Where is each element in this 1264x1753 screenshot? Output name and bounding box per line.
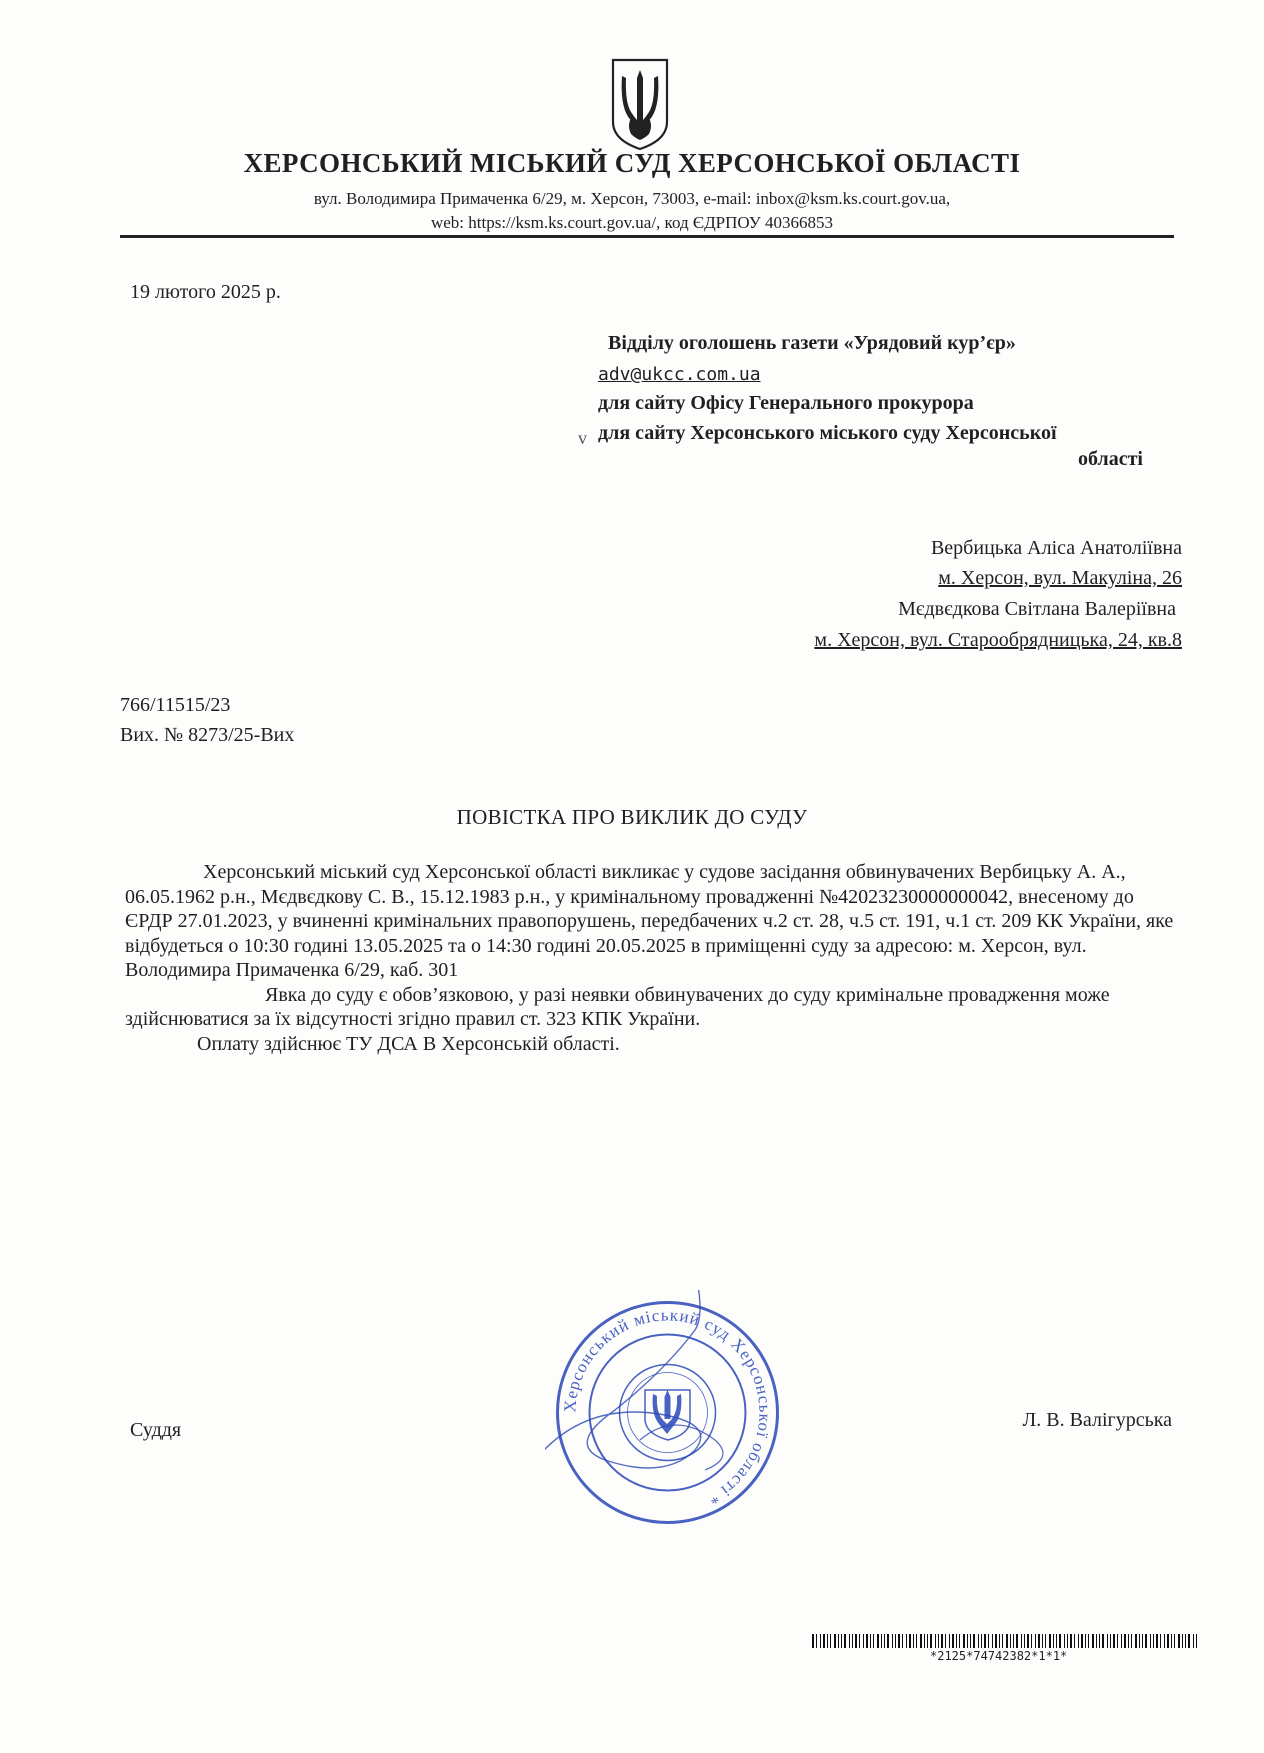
recipient-line-4: для сайту Херсонського міського суду Херсонської: [598, 422, 1057, 444]
document-date: 19 лютого 2025 р.: [130, 281, 281, 303]
court-stamp: [545, 1290, 790, 1535]
barcode: [812, 1634, 1197, 1648]
person-1-address: м. Херсон, вул. Макуліна, 26: [938, 567, 1182, 589]
document-title: ПОВІСТКА ПРО ВИКЛИК ДО СУДУ: [456, 805, 808, 829]
check-mark-icon: v: [578, 428, 587, 448]
judge-label: Суддя: [130, 1419, 182, 1441]
barcode-number: *2125*74742382*1*1*: [930, 1649, 1068, 1663]
court-name: ХЕРСОНСЬКИЙ МІСЬКИЙ СУД ХЕРСОНСЬКОЇ ОБЛАСТІ: [243, 148, 1021, 178]
body-paragraph-3: Оплату здійснює ТУ ДСА В Херсонській області.: [197, 1032, 620, 1055]
person-2-name: Мєдвєдкова Світлана Валеріївна: [898, 598, 1176, 620]
case-number: 766/11515/23: [120, 694, 231, 716]
header-divider: [120, 235, 1174, 238]
person-1-name: Вербицька Аліса Анатоліївна: [930, 537, 1182, 559]
recipient-email: adv@ukcc.com.ua: [598, 364, 761, 385]
outgoing-number: Вих. № 8273/25-Вих: [120, 724, 295, 746]
judge-name: Л. В. Валігурська: [1022, 1409, 1172, 1431]
court-web-code: web: https://ksm.ks.court.gov.ua/, код ЄДРПОУ 40366853: [430, 213, 834, 232]
body-paragraph-2: Явка до суду є обов’язковою, у разі неявки обвинувачених до суду кримінальне провадження може здійснюватися за їх відсутності згідно правил ст. 323 КПК України.: [125, 983, 1110, 1030]
body-paragraph-1: Херсонський міський суд Херсонської області викликає у судове засідання обвинувачених Вербицьку А. А., 06.05.1962 р.н., Мєдвєдкову С. В., 15.12.1983 р.н., у кримінальному провадженні №42023230000000042, внесеному до ЄРДР 27.01.2023, у вчиненні кримінальних правопорушень, передбачених ч.2 ст. 28, ч.5 ст. 191, ч.1 ст. 209 КК України, яке відбудеться о 10:30 годині 13.05.2025 та о 14:30 годині 20.05.2025 в приміщенні суду за адресою: м. Херсон, вул. Володимира Примаченка 6/29, каб. 301: [125, 861, 1174, 981]
recipient-line-3: для сайту Офісу Генерального прокурора: [598, 392, 974, 414]
svg-text:Херсонський міський суд Херсон: Херсонський міський суд Херсонської області *: [560, 1305, 775, 1510]
recipient-line-5: області: [1078, 448, 1143, 470]
recipient-line-1: Відділу оголошень газети «Урядовий кур’єр»: [608, 332, 1016, 354]
document-body: [125, 860, 1185, 1056]
court-address: вул. Володимира Примаченка 6/29, м. Херсон, 73003, e-mail: inbox@ksm.ks.court.gov.ua,: [313, 189, 951, 208]
person-2-address: м. Херсон, вул. Старообрядницька, 24, кв.8: [814, 629, 1182, 651]
coat-of-arms-icon: [607, 56, 673, 152]
